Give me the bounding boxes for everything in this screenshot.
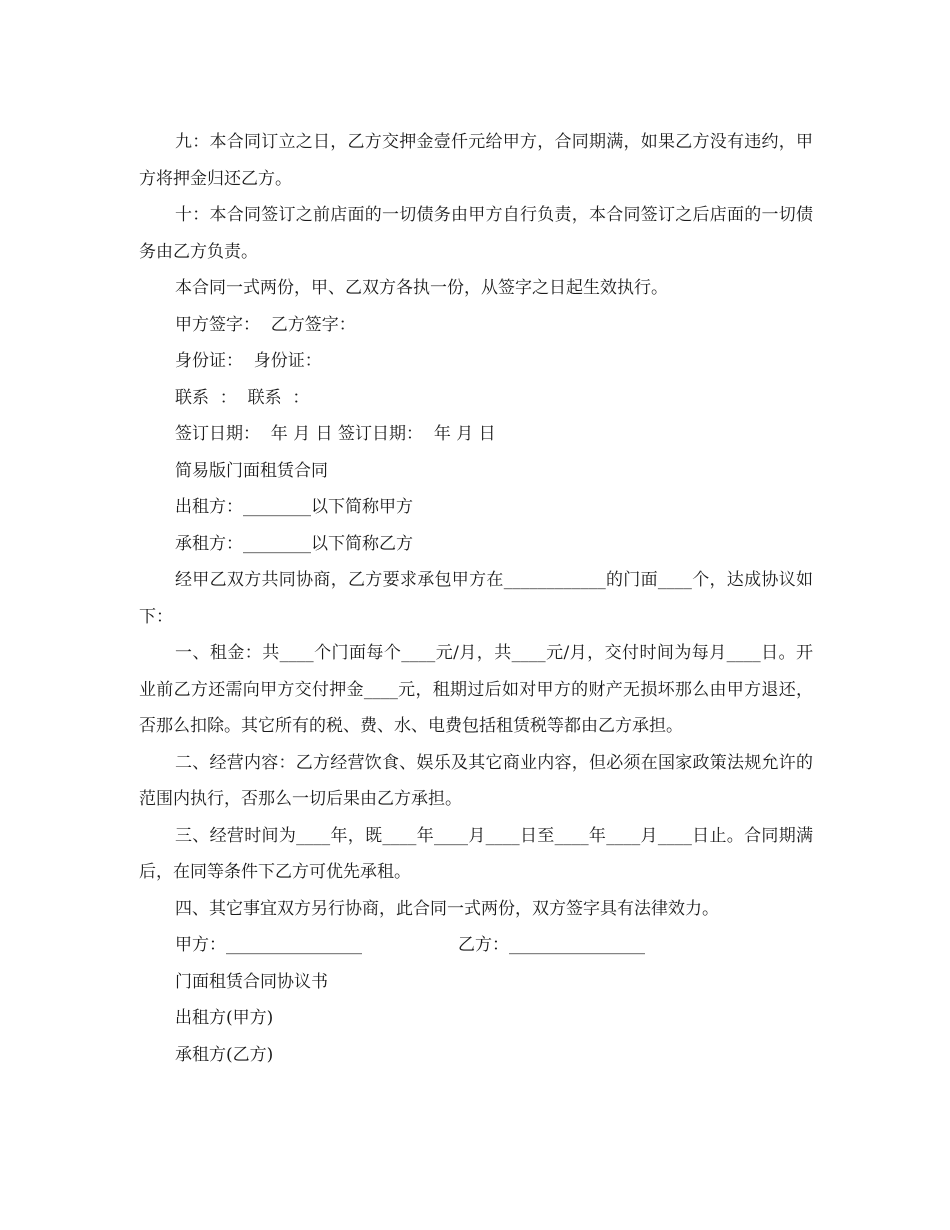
contract-title-simple: 简易版门面租赁合同: [175, 460, 328, 481]
clause-other-matters: 四、其它事宜双方另行协商，此合同一式两份，双方签字具有法律效力。: [175, 898, 719, 919]
copies-statement: 本合同一式两份，甲、乙双方各执一份，从签字之日起生效执行。: [175, 278, 668, 298]
id-card-labels: 身份证： 身份证：: [175, 351, 322, 371]
party-signature-row: [139, 927, 813, 964]
signature-labels: 甲方签字： 乙方签字：: [175, 314, 356, 335]
contact-labels: 联系 ： 联系 ：: [175, 387, 310, 408]
clause-business-period: 三、经营时间为____年，既____年____月____日至____年____月____日止。合同期满后，在同等条件下乙方可优先承租。: [139, 825, 813, 882]
agreement-intro: 经甲乙双方共同协商，乙方要求承包甲方在____________的门面____个，达成协议如下：: [139, 570, 813, 627]
clause-nine: 九：本合同订立之日，乙方交押金壹仟元给甲方，合同期满，如果乙方没有违约，甲方将押金归还乙方。: [139, 132, 813, 189]
party-b-signature: 乙方：________________: [458, 935, 645, 955]
agreement-title: 门面租赁合同协议书: [175, 971, 328, 992]
clause-ten: 十：本合同签订之前店面的一切债务由甲方自行负责，本合同签订之后店面的一切债务由乙方负责。: [139, 205, 813, 262]
lessor-line: 出租方：________以下简称甲方: [175, 497, 413, 517]
lessee-line: 承租方：________以下简称乙方: [175, 533, 413, 554]
clause-rent: 一、租金：共____个门面每个____元/月，共____元/月，交付时间为每月____日。开业前乙方还需向甲方交付押金____元，租期过后如对甲方的财产无损坏那么由甲方退还，否那么扣除。其它所有的税、费、水、电费包括租赁税等都由乙方承担。: [139, 643, 813, 736]
document-body: [139, 124, 813, 1073]
lessor-party-a: 出租方(甲方): [175, 1008, 274, 1028]
sign-date-labels: 签订日期： 年 月 日 签订日期： 年 月 日: [175, 424, 496, 444]
party-a-signature: 甲方：________________: [175, 935, 362, 955]
lessee-party-b: 承租方(乙方): [175, 1044, 274, 1065]
clause-business-content: 二、经营内容：乙方经营饮食、娱乐及其它商业内容，但必须在国家政策法规允许的范围内执行，否那么一切后果由乙方承担。: [139, 752, 813, 809]
